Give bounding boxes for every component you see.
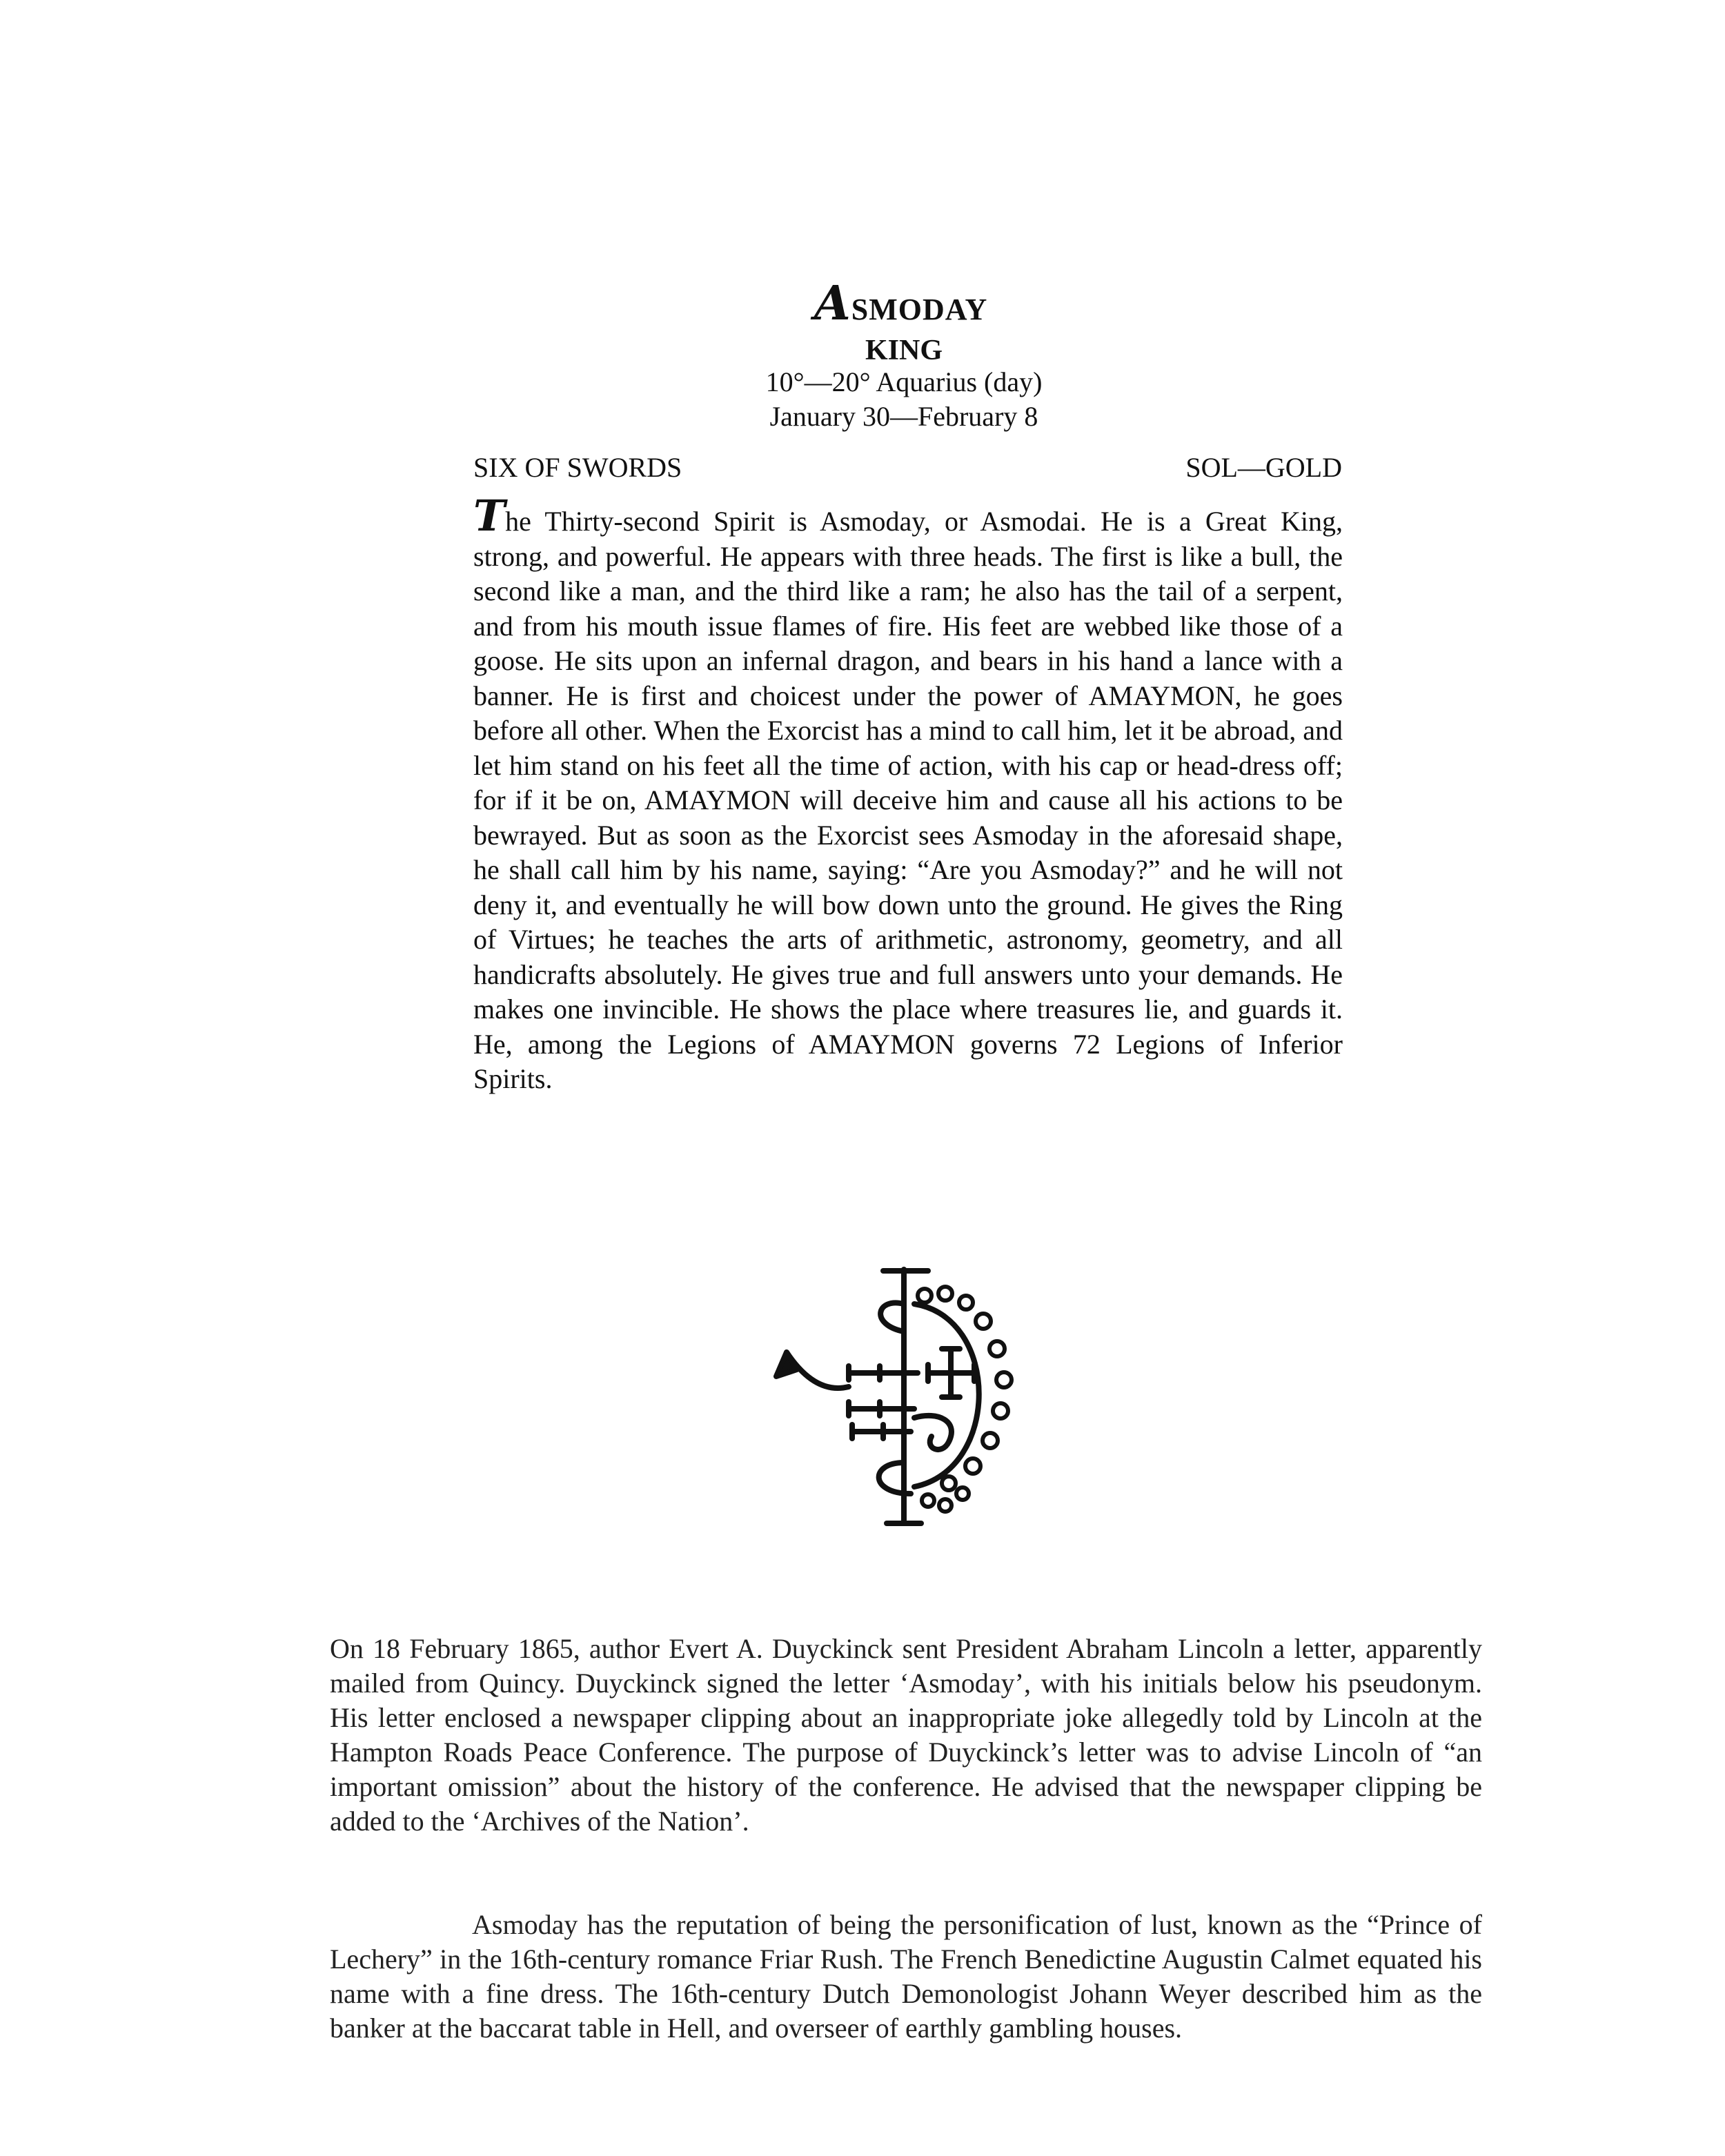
asmoday-sigil-icon bbox=[773, 1256, 1049, 1545]
title-initial: A bbox=[814, 276, 851, 331]
date-range: January 30—February 8 bbox=[769, 401, 1038, 432]
planet-metal: SOL—GOLD bbox=[1185, 452, 1342, 483]
body-text: he Thirty-second Spirit is Asmoday, or Asmodai. He is a Great King, strong, and powerful. He appears with three heads. The first is like a bull, the second like a man, and the third like a ram; he also has the tail of a serpent, and from his mouth issue flames of fire. His feet are webbed like those of a goose. He sits upon an infernal dragon, and bears in his hand a lance with a banner. He is first and choicest under the power of AMAYMON, he goes before all other. When the Exorcist has a mind to call him, let it be abroad, and let him stand on his feet all the time of action, with his cap or head-dress off; for if it be on, AMAYMON will deceive him and cause all his actions to be bewrayed. But as soon as the Exorcist sees Asmoday in the aforesaid shape, he shall call him by his name, saying: “Are you Asmoday?” and he will not deny it, and eventually he will bow down unto the ground. He gives the Ring of Virtues; he teaches the arts of arithmetic, astronomy, geometry, and all handicrafts absolutely. He gives true and full answers unto your demands. He makes one invincible. He shows the place where treasures lie, and guards it. He, among the Legions of AMAYMON governs 72 Legions of Inferior Spirits. bbox=[473, 506, 1343, 1094]
zodiac-degrees: 10°—20° Aquarius (day) bbox=[765, 366, 1043, 397]
spirit-description bbox=[473, 491, 1343, 1097]
rank-label: KING bbox=[865, 335, 943, 366]
body-dropcap: T bbox=[473, 491, 506, 541]
tarot-card: SIX OF SWORDS bbox=[473, 452, 682, 483]
commentary-paragraph-1: On 18 February 1865, author Evert A. Duyckinck sent President Abraham Lincoln a letter, apparently mailed from Quincy. Duyckinck signed the letter ‘Asmoday’, with his initials below his pseudonym. His letter enclosed a newspaper clipping about an inappropriate joke allegedly told by Lincoln at the Hampton Roads Peace Conference. The purpose of Duyckinck’s letter was to advise Lincoln of “an important omission” about the history of the conference. He advised that the newspaper clipping be added to the ‘Archives of the Nation’. bbox=[330, 1633, 1482, 1837]
page-title bbox=[814, 276, 987, 331]
commentary-paragraph-2: Asmoday has the reputation of being the personification of lust, known as the “Prince of Lechery” in the 16th-century romance Friar Rush. The French Benedictine Augustin Calmet equated his name with a fine dress. The 16th-century Dutch Demonologist Johann Weyer described him as the banker at the baccarat table in Hell, and overseer of earthly gambling houses. bbox=[330, 1909, 1482, 2044]
title-rest: SMODAY bbox=[851, 293, 988, 326]
